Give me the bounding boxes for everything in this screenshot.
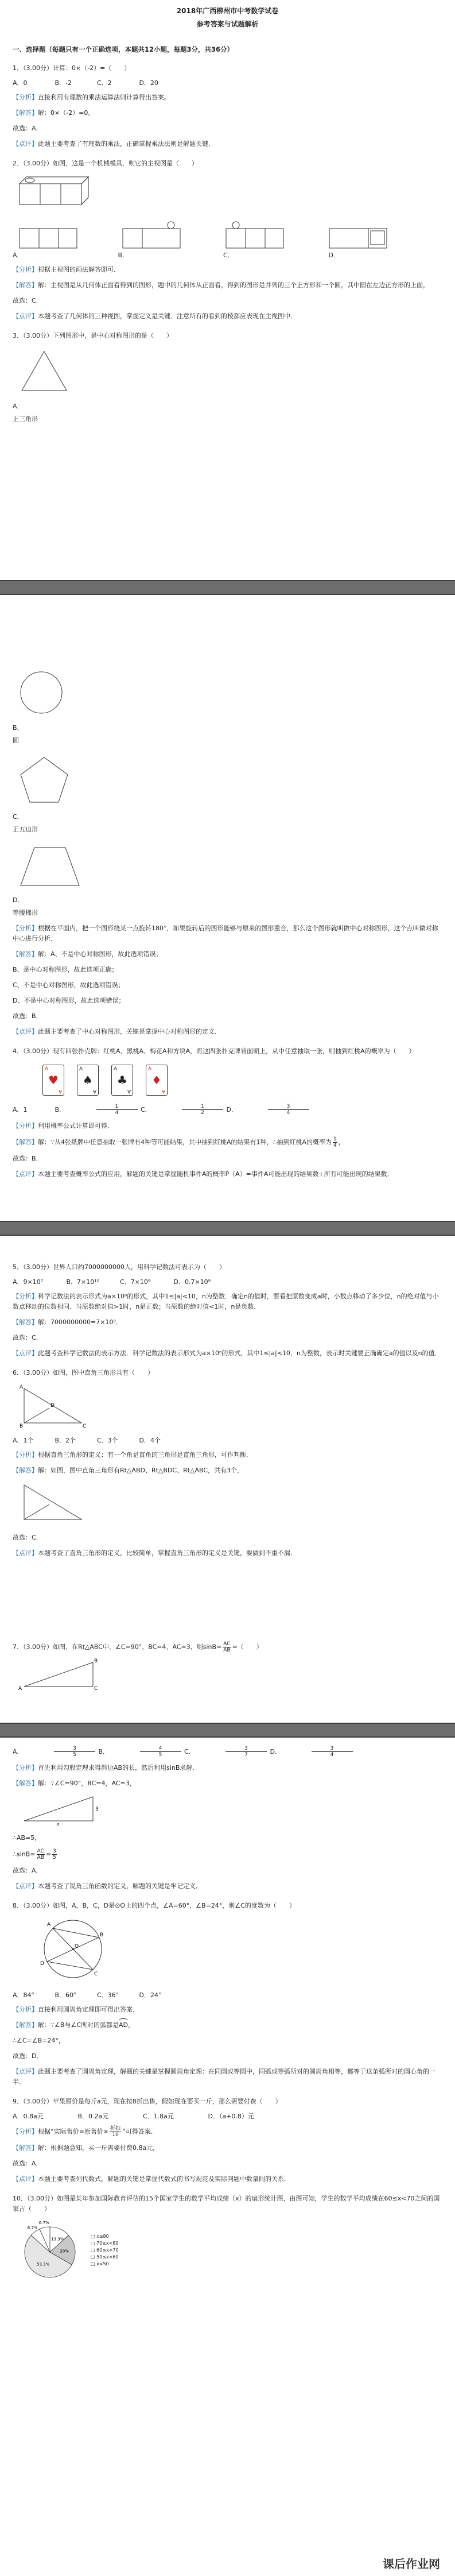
choice: 故选：C． bbox=[13, 297, 42, 304]
document-title: 2018年广西柳州市中考数学试卷 bbox=[176, 7, 279, 15]
triangle-figure bbox=[18, 348, 70, 394]
choice: 故选：C． bbox=[13, 1334, 42, 1341]
question-stem: 10．（3.00分）如图是某年参加国际教育评估的15个国家学生的数学平均成绩（x）的扇形统计图，由图可知，学生的数学平均成绩在60≤x<70之间的国家占（ ） bbox=[13, 2195, 440, 2213]
question-7 bbox=[13, 1641, 442, 1693]
question-9 bbox=[13, 2097, 442, 2184]
label-b: B bbox=[20, 1424, 24, 1429]
option-d-name: 等腰梯形 bbox=[13, 909, 38, 916]
option-c: C． $\frac{3}{7}$ bbox=[184, 1746, 268, 1758]
comment: 【点评】此题主要考查了中心对称图形，关键是掌握中心对称图形的定义． bbox=[13, 1028, 221, 1035]
label-d: D bbox=[50, 1403, 55, 1409]
comment: 【点评】本题考查了几何体的三种视图，掌握定义是关键．注意所有的看到的棱都应表现在主视图中． bbox=[13, 312, 297, 320]
option-d: D． $\frac{3}{4}$ bbox=[270, 1746, 354, 1758]
analysis: 【分析】根据主视图的画法解答即可． bbox=[13, 266, 120, 273]
question-stem: 1．（3.00分）计算：0×（-2）=（ ） bbox=[13, 64, 131, 72]
options bbox=[13, 78, 442, 87]
question-stem: 8．（3.00分）如图，A，B，C，D是⊙O上的四个点，∠A=60°，∠B=24°，则∠C的度数为（ ） bbox=[13, 1902, 295, 1909]
option-a: A． bbox=[13, 403, 24, 410]
label-o: O bbox=[75, 1944, 79, 1950]
question-stem: 7．（3.00分）如图，在Rt△ABC中，∠C=90°，BC=4，AC=3，则sinB= $\frac{AC}{AB}$ =（ ） bbox=[13, 1641, 263, 1653]
label-a: A bbox=[47, 1922, 51, 1928]
choice: 故选：D． bbox=[13, 2052, 43, 2060]
options bbox=[13, 1990, 442, 1999]
option-d: D．4个 bbox=[139, 1437, 161, 1444]
question-3 bbox=[13, 331, 442, 424]
q7-line2: ∴AB=5， bbox=[13, 1834, 41, 1842]
option-d: D． bbox=[13, 896, 24, 904]
option-b: B． $\frac{4}{5}$ bbox=[99, 1746, 182, 1758]
pie-label: 6.7% bbox=[38, 2221, 49, 2226]
analysis: 【分析】利用概率公式计算即可得． bbox=[13, 1122, 114, 1130]
page-4 bbox=[0, 1632, 455, 1723]
page-3 bbox=[0, 1236, 455, 1632]
right-triangle-figure bbox=[18, 1383, 87, 1429]
analysis: 【分析】直接利用有理数的乘法运算法则计算得出答案。 bbox=[13, 94, 170, 101]
side-3-label: 3 bbox=[95, 1807, 99, 1812]
circle-figure bbox=[18, 670, 64, 715]
label-d: D bbox=[40, 1961, 44, 1967]
option-a: A．0.8a元 bbox=[13, 2113, 44, 2120]
pie-label: 13.3% bbox=[51, 2237, 64, 2242]
question-5 bbox=[13, 1236, 442, 1359]
page-separator bbox=[0, 1723, 455, 1738]
site-logo: 课后作业网 bbox=[383, 2557, 440, 2571]
question-2 bbox=[13, 158, 442, 322]
legend-item: □ x≥80 bbox=[91, 2234, 109, 2239]
option-a: A．84° bbox=[13, 1991, 35, 1999]
q7-answer-figure bbox=[18, 1791, 99, 1825]
option-c: C． $\frac{1}{2}$ bbox=[141, 1104, 224, 1116]
option-a: A．9×10⁷ bbox=[13, 1278, 44, 1286]
q7-options bbox=[13, 1746, 442, 1758]
analysis: 【分析】根据直角三角形的定义：有一个角是直角的三角形是直角三角形，可作判断． bbox=[13, 1451, 252, 1459]
answer-b: B、是中心对称图形，故此选项正确； bbox=[13, 966, 118, 973]
question-stem: 5．（3.00分）世界人口约7000000000人，用科学记数法可表示为（ ） bbox=[13, 1263, 225, 1271]
comment: 【点评】本题考查了直角三角形的定义，比较简单，掌握直角三角形的定义是关键，要做到不重不漏． bbox=[13, 1549, 297, 1557]
pie-label: 6.7% bbox=[27, 2226, 38, 2231]
view-b bbox=[122, 221, 185, 249]
answer-a: 【解答】解：A、不是中心对称图形，故此选项错误； bbox=[13, 950, 162, 958]
question-10 bbox=[13, 2194, 442, 2282]
label-b: B bbox=[100, 1932, 104, 1938]
answer: 【解答】解：7000000000=7×10⁹． bbox=[13, 1318, 122, 1326]
question-stem: 4．（3.00分）现有四张扑克牌：红桃A、黑桃A、梅花A和方块A，将这四张扑克牌背面朝上，从中任意抽取一张，则抽到红桃A的概率为（ ） bbox=[13, 1047, 415, 1055]
question-6 bbox=[13, 1368, 442, 1558]
option-b: B．0.2a元 bbox=[77, 2113, 109, 2120]
answer: 【解答】解：根据题意知，买一斤需要付费0.8a元， bbox=[13, 2144, 160, 2152]
option-b: B．7×10¹⁰ bbox=[66, 1278, 100, 1286]
option-c-name: 正五边形 bbox=[13, 826, 38, 833]
choice: 故选：B． bbox=[13, 1012, 42, 1020]
label-b: B bbox=[94, 1658, 98, 1664]
options bbox=[13, 1277, 442, 1286]
answer-d: D、不是中心对称图形，故此选项错误； bbox=[13, 997, 125, 1004]
legend-item: □ 70≤x<80 bbox=[91, 2241, 119, 2246]
card-spades: A ♠ A bbox=[77, 1065, 99, 1096]
question-stem: 6．（3.00分）如图，图中直角三角形共有（ ） bbox=[13, 1369, 154, 1376]
label-c: C bbox=[83, 1424, 87, 1429]
option-d: D．24° bbox=[139, 1991, 162, 1999]
option-a: A．0 bbox=[13, 79, 28, 87]
option-a-name: 正三角形 bbox=[13, 415, 38, 423]
option-c: C．2 bbox=[97, 79, 112, 87]
answer: 【解答】解：∵从4张纸牌中任意抽取一张牌有4种等可能结果，其中抽到红桃A的结果有1种，∴抽到红桃A的概率为 $\frac{1}{4}$ ， bbox=[13, 1136, 345, 1148]
analysis: 【分析】直接利用圆周角定理即可得出答案． bbox=[13, 2006, 139, 2013]
pie-label: 53.3% bbox=[37, 2262, 50, 2267]
legend-item: □ 60≤x<70 bbox=[91, 2248, 119, 2253]
legend-item: □ 50≤x<60 bbox=[91, 2254, 119, 2260]
q7-analysis: 【分析】首先利用勾股定理求得斜边AB的长，然后利用sinB求解． bbox=[13, 1764, 199, 1772]
option-d: D． bbox=[328, 252, 340, 259]
answer: 【解答】解：0×（-2）=0。 bbox=[13, 109, 95, 117]
option-a: A． $\frac{3}{5}$ bbox=[13, 1746, 96, 1758]
page-2 bbox=[0, 595, 455, 1221]
option-b: B．2个 bbox=[55, 1437, 76, 1444]
option-b: B． bbox=[118, 252, 129, 259]
document-subtitle: 参考答案与试题解析 bbox=[196, 20, 259, 28]
q7-line3: ∴sinB= $\frac{AC}{AB}$ = $\frac{3}{5}$ bbox=[13, 1848, 56, 1861]
option-c: C． bbox=[13, 813, 24, 821]
card-hearts: A ♥ A bbox=[42, 1065, 64, 1096]
question-8 bbox=[13, 1901, 442, 2087]
question-stem: 3．（3.00分）下列图形中，是中心对称图形的是（ ） bbox=[13, 332, 173, 339]
option-b: B．60° bbox=[55, 1991, 77, 1999]
label-c: C bbox=[94, 1686, 98, 1691]
options bbox=[13, 2111, 442, 2121]
page-separator bbox=[0, 580, 455, 595]
arc-ad: AD bbox=[119, 2020, 128, 2030]
label-c: C bbox=[94, 1971, 98, 1977]
answer-figure bbox=[18, 1479, 87, 1525]
option-b: B． $\frac{1}{4}$ bbox=[55, 1104, 139, 1116]
pie-legend bbox=[91, 2233, 119, 2268]
card-row bbox=[42, 1065, 442, 1096]
answer: 【解答】解：∵∠B与∠C所对的弧都是 AD， bbox=[13, 2020, 442, 2030]
analysis: 【分析】根据在平面内，把一个图形绕某一点旋转180°，如果旋转后的图形能够与原来的图形重合，那么这个图形就叫做中心对称图形，这个点叫做对称中心进行分析． bbox=[13, 925, 438, 942]
choice: 故选：B． bbox=[13, 1155, 42, 1162]
mold-figure bbox=[18, 172, 99, 212]
option-c: C．1.8a元 bbox=[143, 2113, 174, 2120]
option-a: A． bbox=[13, 252, 24, 259]
q7-answer: 【解答】解：∵∠C=90°，BC=4，AC=3， bbox=[13, 1780, 136, 1787]
option-d: D．0.7×10⁹ bbox=[173, 1278, 211, 1286]
pie-chart bbox=[18, 2219, 87, 2282]
trapezoid-figure bbox=[18, 844, 81, 888]
option-d: D． $\frac{3}{4}$ bbox=[227, 1104, 310, 1116]
pie-label: 20% bbox=[60, 2249, 69, 2254]
pentagon-figure bbox=[18, 755, 70, 804]
view-c bbox=[225, 221, 288, 249]
options bbox=[13, 250, 442, 260]
question-stem: 9．（3.00分）苹果原价是每斤a元，现在按8折出售，假如现在要买一斤，那么需要付费（ ） bbox=[13, 2098, 282, 2105]
choice: 故选：A． bbox=[13, 2160, 42, 2167]
comment: 【点评】本题主要考查列代数式，解题的关键是掌握代数式的书写规范及实际问题中数量间的关系． bbox=[13, 2175, 290, 2183]
card-clubs: A ♣ A bbox=[111, 1065, 133, 1096]
option-b: B．-2 bbox=[55, 79, 72, 87]
answer: 【解答】解：如图，图中直角三角形有Rt△ABD、Rt△BDC、Rt△ABC，共有3个， bbox=[13, 1467, 244, 1474]
option-d: D．20 bbox=[139, 79, 158, 87]
answer-c: C、不是中心对称图形，故此选项错误； bbox=[13, 981, 125, 989]
question-1 bbox=[13, 63, 442, 149]
options bbox=[13, 1104, 442, 1116]
comment: 【点评】本题主要考查概率公式的应用，解题的关键是掌握随机事件A的概率P（A）=事件A可能出现的结果数÷所有可能出现的结果数． bbox=[13, 1170, 394, 1178]
card-diamonds: A ♦ A bbox=[146, 1065, 168, 1096]
view-d bbox=[328, 221, 391, 249]
circle-o-figure bbox=[36, 1914, 110, 1983]
option-c: C．3个 bbox=[97, 1437, 118, 1444]
comment: 【点评】此题主要考查了有理数的乘法，正确掌握乘法法则是解题关键． bbox=[13, 140, 215, 148]
label-a: A bbox=[18, 1686, 22, 1691]
triangle-abc-figure bbox=[18, 1657, 99, 1691]
view-a bbox=[18, 221, 81, 249]
option-c: C． bbox=[223, 252, 234, 259]
option-b-name: 圆 bbox=[13, 737, 19, 744]
answer: 【解答】解：主视图是从几何体正面看得到的图形，题中的几何体从正面看，得到的图形是并列的三个正方形和一个圆，其中圆在左边正方形的上面， bbox=[13, 281, 429, 289]
question-4 bbox=[13, 1046, 442, 1179]
option-b: B． bbox=[13, 724, 24, 732]
page-separator bbox=[0, 1221, 455, 1236]
q7-comment: 【点评】本题考查了锐角三角函数的定义，解题的关键是牢记定义． bbox=[13, 1882, 202, 1890]
question-stem: 2．（3.00分）如图，这是一个机械模具，则它的主视图是（ ） bbox=[13, 160, 198, 167]
option-a: A．1 bbox=[13, 1105, 28, 1113]
label-a: A bbox=[20, 1384, 24, 1390]
options bbox=[13, 1436, 442, 1445]
legend-item: □ x<50 bbox=[91, 2261, 109, 2266]
answer-line2: ∴∠C=∠B=24°， bbox=[13, 2037, 65, 2044]
page-5 bbox=[0, 1738, 455, 2576]
side-4-label: 4 bbox=[56, 1823, 60, 1825]
option-c: C．7×10⁹ bbox=[120, 1278, 151, 1286]
option-c: C．36° bbox=[97, 1991, 119, 1999]
comment: 【点评】此题主要考查了圆周角定理，解题的关键是掌握圆周角定理：在同圆或等圆中，同弧或等弧所对的圆周角相等，都等于这条弧所对的圆心角的一半． bbox=[13, 2068, 435, 2086]
option-d: D．（a+0.8）元 bbox=[208, 2113, 254, 2120]
choice: 故选：C． bbox=[13, 1534, 42, 1541]
choice: 故选：A． bbox=[13, 125, 42, 132]
analysis: 【分析】根据“实际售价=原售价× $\frac{\text{折扣}}{10}$ ”可得答案． bbox=[13, 2126, 157, 2138]
option-a: A．1个 bbox=[13, 1437, 34, 1444]
comment: 【点评】此题考查科学记数法的表示方法．科学记数法的表示形式为a×10ⁿ的形式，其中1≤|a|<10，n为整数，表示时关键要正确确定a的值以及n的值． bbox=[13, 1349, 441, 1357]
section-heading: 一、选择题（每题只有一个正确选项，本题共12小题，每题3分，共36分） bbox=[13, 45, 234, 53]
analysis: 【分析】科学记数法的表示形式为a×10ⁿ的形式，其中1≤|a|<10，n为整数．确定n的值时，要看把原数变成a时，小数点移动了多少位，n的绝对值与小数点移动的位数相同．当原数绝对值>1时，n是正数；当原数的绝对值<1时，n是负数． bbox=[13, 1293, 439, 1310]
q7-choice: 故选：A． bbox=[13, 1867, 42, 1874]
